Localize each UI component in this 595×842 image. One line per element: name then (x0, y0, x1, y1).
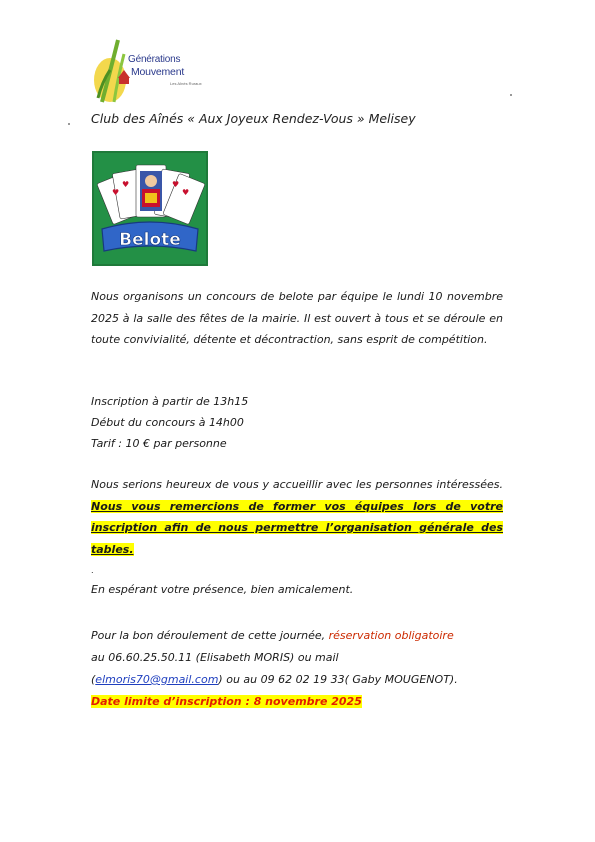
scan-speck (68, 123, 70, 125)
registration-deadline: Date limite d’inscription : 8 novembre 2025 (91, 695, 362, 708)
page-title: Club des Aînés « Aux Joyeux Rendez-Vous » Melisey (91, 111, 416, 126)
scan-speck (510, 94, 512, 96)
welcome-paragraph (91, 474, 503, 560)
belote-cards-image (92, 151, 208, 266)
stray-dot: . (91, 566, 94, 575)
logo-text-generations: Générations (128, 54, 181, 65)
closing-text: En espérant votre présence, bien amicalement. (91, 583, 354, 596)
team-instruction-highlight: Nous vous remercions de former vos équipes lors de votre inscription afin de nous permettre l’organisation générale des tables. (91, 499, 503, 556)
logo-text-mouvement: Mouvement (131, 66, 185, 78)
intro-paragraph (91, 286, 503, 351)
svg-text:♥: ♥ (112, 188, 120, 197)
email-link[interactable]: elmoris70@gmail.com (95, 673, 219, 686)
intro-text: Nous organisons un concours de belote par équipe le lundi 10 novembre 2025 à la salle des fêtes de la mairie. Il est ouvert à tous et se déroule en toute convivialité, détente et décontraction, sans esprit de compétition. (91, 290, 503, 346)
inscription-time: Inscription à partir de 13h15 (91, 395, 249, 408)
belote-word: Belote (119, 230, 181, 250)
logo-text-aines-ruraux: Les Aînés Ruraux (170, 81, 202, 86)
reservation-required: réservation obligatoire (328, 629, 454, 642)
contact-lead: Pour la bon déroulement de cette journée, (91, 629, 326, 642)
after-email-text: ) ou au 09 62 02 19 33( Gaby MOUGENOT). (218, 673, 458, 686)
welcome-text: Nous serions heureux de vous y accueillir avec les personnes intéressées. (91, 478, 503, 491)
open-paren: ( (91, 673, 96, 686)
price: Tarif : 10 € par personne (91, 437, 227, 450)
event-info (91, 391, 248, 454)
svg-text:♥: ♥ (122, 180, 130, 189)
phone-text: au 06.60.25.50.11 (Elisabeth MORIS) ou mail (91, 651, 339, 664)
start-time: Début du concours à 14h00 (91, 416, 244, 429)
contact-paragraph (91, 625, 511, 713)
svg-text:♥: ♥ (172, 180, 180, 189)
svg-text:♥: ♥ (182, 188, 190, 197)
